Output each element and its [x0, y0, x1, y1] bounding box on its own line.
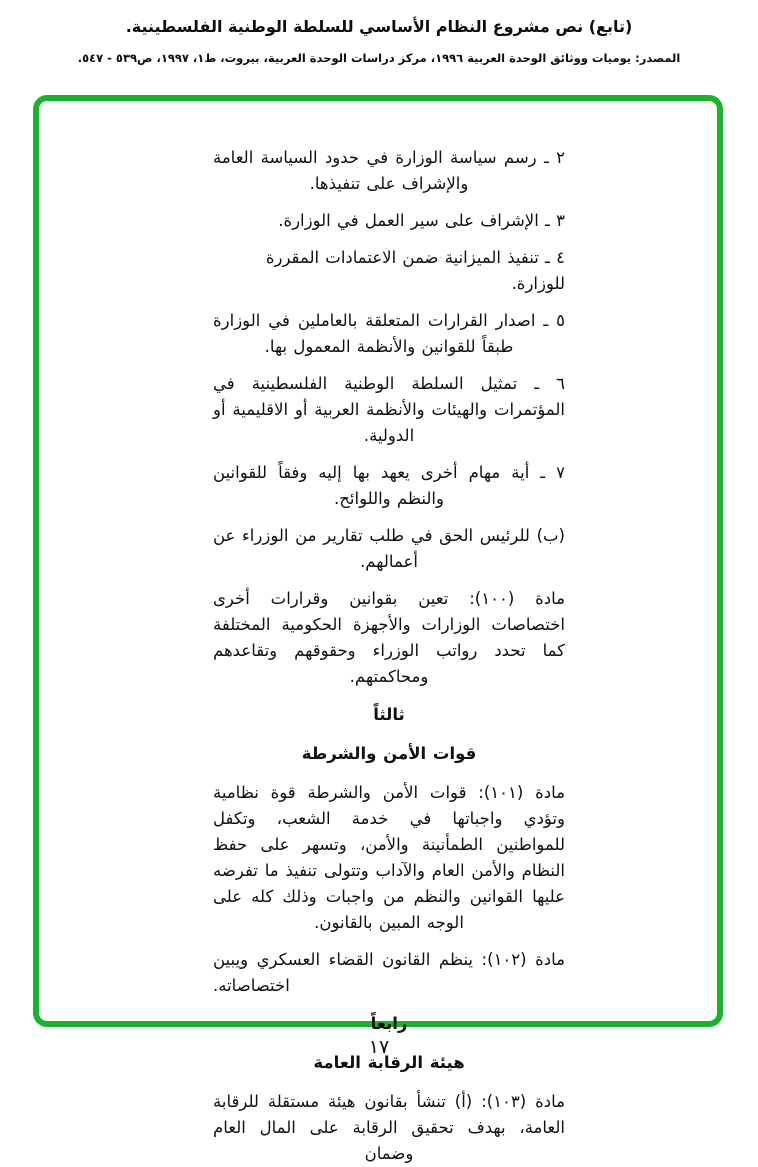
section-heading-security-forces: قوات الأمن والشرطة — [301, 744, 477, 763]
section-heading-fourth: رابعاً — [370, 1014, 408, 1033]
paragraph-b: (ب) للرئيس الحق في طلب تقارير من الوزراء عن أعمالهم. — [213, 526, 565, 571]
numbered-item-2: ٢ ـ رسم سياسة الوزارة في حدود السياسة العامة والإشراف على تنفيذها. — [213, 148, 565, 193]
numbered-item-5: ٥ ـ اصدار القرارات المتعلقة بالعاملين في الوزارة طبقاً للقوانين والأنظمة المعمول بها. — [213, 311, 565, 356]
numbered-item-7: ٧ ـ أية مهام أخرى يعهد بها إليه وفقاً للقوانين والنظم واللوائح. — [213, 463, 565, 508]
section-heading-third: ثالثاً — [373, 705, 405, 724]
page-number: ١٧ — [368, 1036, 390, 1058]
numbered-item-3: ٣ ـ الإشراف على سير العمل في الوزارة. — [278, 211, 565, 230]
document-body — [213, 145, 565, 1167]
article-103: مادة (١٠٣): (أ) تنشأ بقانون هيئة مستقلة للرقابة العامة، بهدف تحقيق الرقابة على المال العام وضمان — [213, 1092, 565, 1163]
numbered-item-4: ٤ ـ تنفيذ الميزانية ضمن الاعتمادات المقررة للوزارة. — [265, 248, 565, 293]
numbered-item-6: ٦ ـ تمثيل السلطة الوطنية الفلسطينية في المؤتمرات والهيئات والأنظمة العربية أو الاقليمية أو الدولية. — [213, 374, 565, 445]
section-heading-general-control: هيئة الرقابة العامة — [313, 1053, 465, 1072]
article-101: مادة (١٠١): قوات الأمن والشرطة قوة نظامية وتؤدي واجباتها في خدمة الشعب، وتكفل للمواطنين الطمأنينة والأمن، وتسهر على حفظ النظام والأمن العام والآداب وتتولى تنفيذ ما تفرضه عليها القوانين والنظم من واجبات وذلك كله على الوجه المبين بالقانون. — [213, 783, 565, 932]
article-102: مادة (١٠٢): ينظم القانون القضاء العسكري ويبين اختصاصاته. — [213, 950, 565, 995]
article-100: مادة (١٠٠): تعين بقوانين وقرارات أخرى اختصاصات الوزارات والأجهزة الحكومية المختلفة كما تحدد رواتب الوزراء وحقوقهم وتقاعدهم ومحاكمتهم. — [213, 589, 565, 686]
document-title: (تابع) نص مشروع النظام الأساسي للسلطة الوطنية الفلسطينية. — [125, 17, 633, 36]
document-source-line: المصدر: يوميات ووثائق الوحدة العربية ١٩٩٦، مركز دراسات الوحدة العربية، بيروت، ط١، ١٩٩٧، ص٥٣٩ - ٥٤٧. — [77, 51, 681, 65]
page-header — [0, 14, 758, 70]
